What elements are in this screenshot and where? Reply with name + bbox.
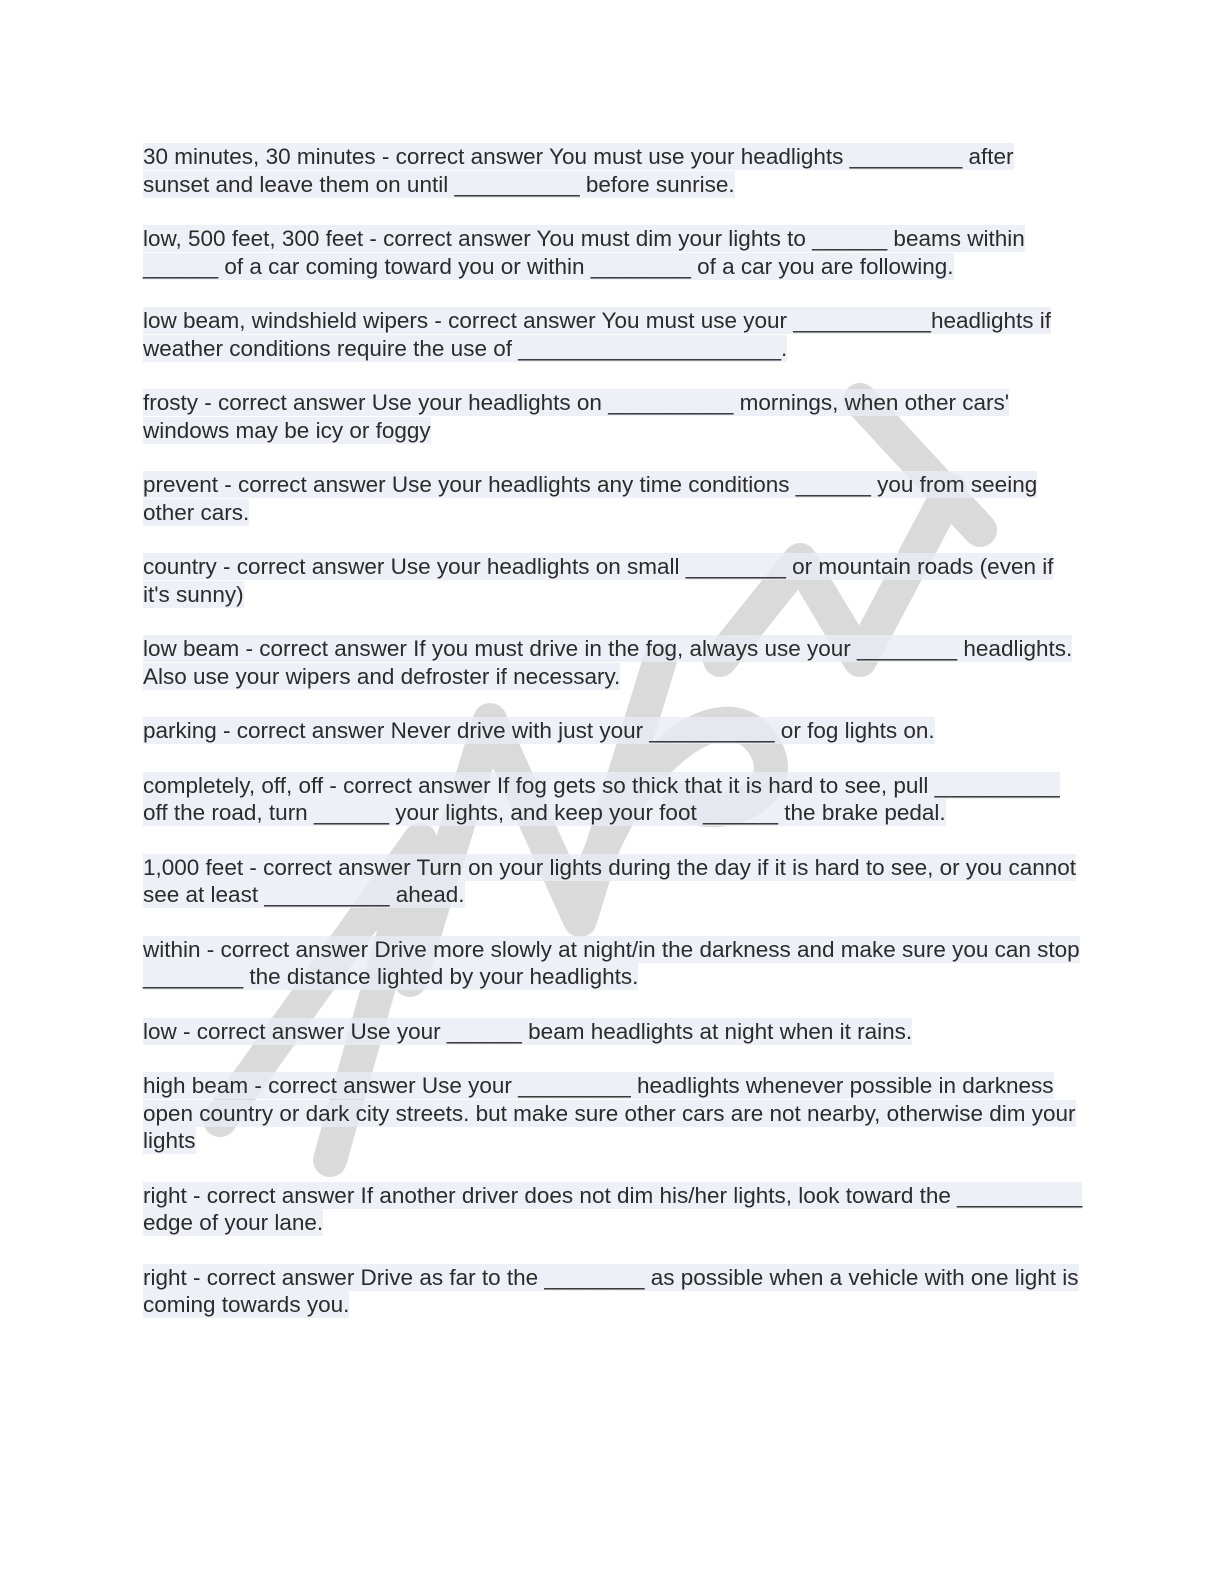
qa-item [143, 553, 1083, 608]
qa-item [143, 1182, 1083, 1237]
qa-text: within - correct answer Drive more slowly at night/in the darkness and make sure you can stop ________ the distance lighted by your headlights. [143, 936, 1080, 989]
qa-item [143, 717, 1083, 745]
qa-item [143, 936, 1083, 991]
qa-item [143, 1072, 1083, 1155]
qa-text: 1,000 feet - correct answer Turn on your lights during the day if it is hard to see, or you cannot see at least __________ ahead. [143, 854, 1077, 907]
qa-list [143, 143, 1083, 1346]
qa-text: low beam - correct answer If you must drive in the fog, always use your ________ headlights. Also use your wipers and defroster if necessary. [143, 636, 1073, 689]
qa-text: country - correct answer Use your headlights on small ________ or mountain roads (even if it's sunny) [143, 554, 1054, 607]
qa-text: low, 500 feet, 300 feet - correct answer You must dim your lights to ______ beams within ______ of a car coming toward you or within ________ of a car you are following. [143, 226, 1025, 279]
qa-text: parking - correct answer Never drive with just your __________ or fog lights on. [143, 718, 935, 743]
qa-item [143, 1264, 1083, 1319]
qa-item [143, 854, 1083, 909]
qa-text: right - correct answer If another driver does not dim his/her lights, look toward the __________ edge of your lane. [143, 1182, 1083, 1235]
qa-item [143, 307, 1083, 362]
qa-text: right - correct answer Drive as far to the ________ as possible when a vehicle with one light is coming towards you. [143, 1264, 1079, 1317]
qa-text: completely, off, off - correct answer If fog gets so thick that it is hard to see, pull __________ off the road, turn ______ your lights, and keep your foot ______ the brake pedal. [143, 772, 1060, 825]
qa-item [143, 225, 1083, 280]
qa-text: low - correct answer Use your ______ beam headlights at night when it rains. [143, 1018, 913, 1044]
qa-text: prevent - correct answer Use your headlights any time conditions ______ you from seeing other cars. [143, 472, 1038, 525]
qa-item [143, 1018, 1083, 1046]
qa-text: high beam - correct answer Use your _________ headlights whenever possible in darkness open country or dark city streets. but make sure other cars are not nearby, otherwise dim your lights [143, 1073, 1076, 1153]
qa-item [143, 143, 1083, 198]
qa-item [143, 635, 1083, 690]
qa-item [143, 471, 1083, 526]
qa-text: 30 minutes, 30 minutes - correct answer You must use your headlights _________ after sunset and leave them on until __________ before sunrise. [143, 144, 1014, 197]
qa-item [143, 772, 1083, 827]
qa-item [143, 389, 1083, 444]
qa-text: frosty - correct answer Use your headlights on __________ mornings, when other cars' windows may be icy or foggy [143, 390, 1009, 443]
qa-text: low beam, windshield wipers - correct answer You must use your ___________headlights if weather conditions require the use of _____________________. [143, 308, 1052, 361]
